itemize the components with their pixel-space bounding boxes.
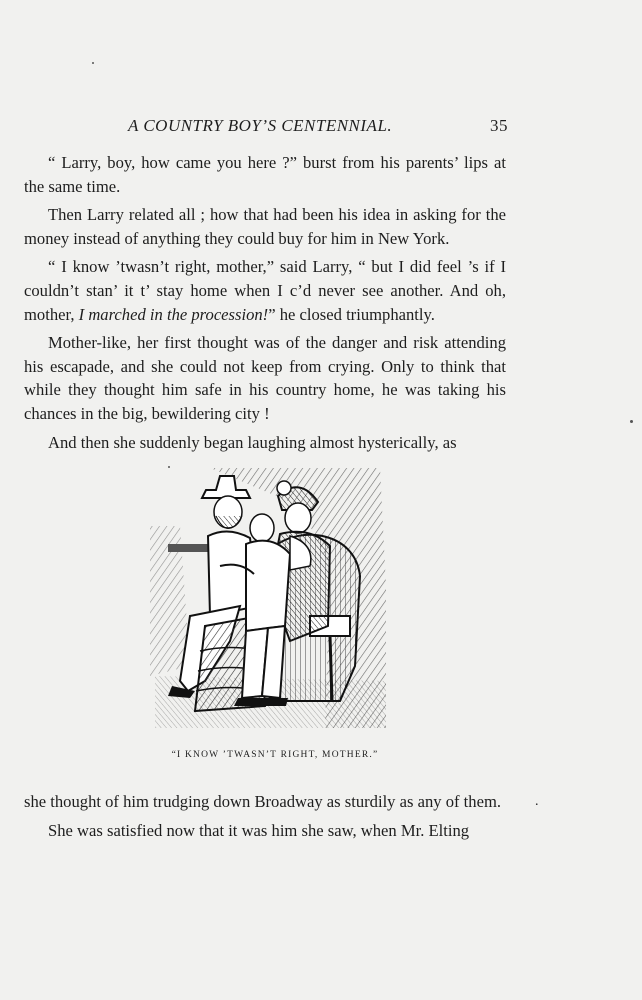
illustration-family-reunion (150, 466, 386, 728)
paragraph-text: ” he closed triumphantly. (268, 304, 435, 324)
page-header (128, 116, 508, 140)
paragraph-text: And then she suddenly began laughing almost hysterically, as (48, 432, 457, 452)
body-text-top (24, 151, 506, 459)
paragraph-larry-related (24, 203, 506, 250)
italic-phrase: I marched in the procession! (78, 304, 269, 324)
paragraph-mother-like (24, 331, 506, 425)
paragraph-text: She was satisfied now that it was him she saw, when Mr. Elting (48, 820, 470, 840)
paragraph-text: Mother-like, her first thought was of the danger and risk attending his escapade, and she could not keep from crying. Only to think that while they thought him safe in his country home, he was taking his chances in the big, bewildering city ! (24, 333, 506, 423)
paragraph-text: “ Larry, boy, how came you here ?” burst from his parents’ lips at the same time. (24, 153, 506, 196)
paragraph-larry-boy (24, 151, 506, 198)
paragraph-i-know (24, 255, 506, 326)
illustration (150, 466, 386, 728)
paragraph-text: she thought of him trudging down Broadway as sturdily as any of them. (24, 792, 502, 811)
paragraph-and-then (24, 431, 506, 455)
body-text-bottom (24, 790, 506, 847)
page-number: 35 (490, 116, 508, 135)
paper-speck (168, 466, 170, 468)
paper-speck (92, 62, 94, 64)
figure-caption: “I KNOW ’TWASN’T RIGHT, MOTHER.” (171, 750, 379, 760)
running-title: A COUNTRY BOY’S CENTENNIAL. (128, 116, 393, 135)
margin-mark: . (535, 794, 539, 809)
paragraph-broadway (24, 790, 506, 814)
paragraph-text: Then Larry related all ; how that had been his idea in asking for the money instead of anything they could buy for him in New York. (24, 205, 506, 248)
paragraph-text: “ I know ’twasn’t right, mother,” said Larry, “ but I did feel ’s if I couldn’t stan’ it t’ stay home when I c’d never see another. And oh, mother, (24, 257, 506, 324)
paragraph-satisfied (24, 819, 506, 843)
paper-speck (630, 420, 633, 423)
